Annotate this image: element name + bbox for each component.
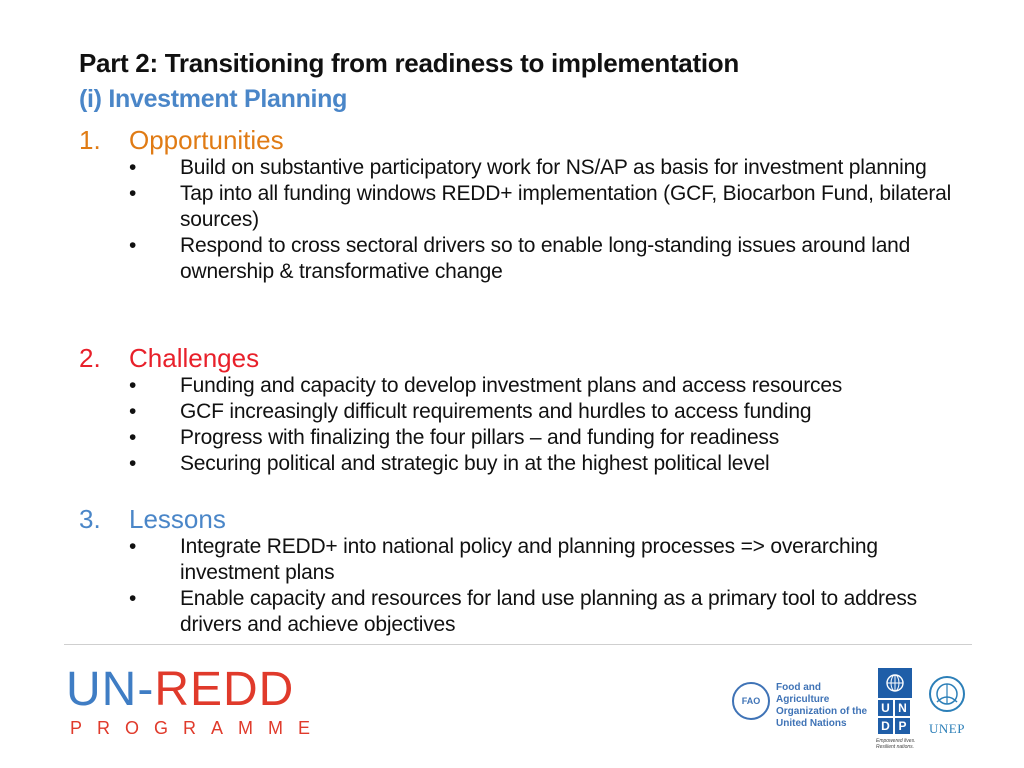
undp-letter: U: [878, 700, 893, 716]
bullet-item: [79, 373, 979, 399]
bullet-text: Respond to cross sectoral drivers so to enable long-standing issues around land ownership & transformative change: [180, 234, 911, 283]
section-number: 3.: [79, 504, 101, 534]
logo-un-text: UN-: [66, 663, 155, 716]
bullet-item: [79, 155, 979, 181]
bullet-item: [79, 451, 979, 477]
unep-emblem-icon: [927, 674, 967, 714]
bullet-text: Progress with finalizing the four pillars – and funding for readiness: [180, 426, 780, 449]
undp-letter: D: [878, 718, 893, 734]
bullet-marker: •: [129, 374, 137, 397]
bullet-list: [79, 534, 979, 638]
bullet-item: [79, 399, 979, 425]
bullet-list: [79, 373, 979, 477]
section-heading: [79, 343, 979, 373]
bullet-text: Build on substantive participatory work for NS/AP as basis for investment planning: [180, 156, 927, 179]
section-lessons: [79, 504, 979, 638]
bullet-marker: •: [129, 535, 137, 558]
logo-redd-text: REDD: [154, 663, 295, 716]
bullet-text: Funding and capacity to develop investment plans and access resources: [180, 374, 843, 397]
logo-wordmark: [66, 663, 325, 716]
bullet-item: [79, 181, 979, 233]
bullet-list: [79, 155, 979, 285]
bullet-text: Securing political and strategic buy in at the highest political level: [180, 452, 770, 475]
fao-name: Food and Agriculture Organization of the United Nations: [776, 682, 868, 729]
bullet-marker: •: [129, 452, 137, 475]
bullet-item: [79, 233, 979, 285]
section-challenges: [79, 343, 979, 477]
section-heading: [79, 504, 979, 534]
section-label: Opportunities: [129, 125, 284, 155]
unep-logo: [922, 674, 972, 737]
section-heading: [79, 125, 979, 155]
un-redd-logo: [66, 663, 326, 739]
bullet-text: Tap into all funding windows REDD+ implementation (GCF, Biocarbon Fund, bilateral sources): [180, 182, 952, 231]
section-opportunities: [79, 125, 979, 285]
fao-emblem-text: FAO: [741, 696, 761, 706]
section-number: 2.: [79, 343, 101, 373]
bullet-marker: •: [129, 234, 137, 257]
bullet-item: [79, 586, 979, 638]
slide-subtitle: (i) Investment Planning: [79, 85, 348, 113]
bullet-item: [79, 534, 979, 586]
undp-letter: N: [895, 700, 910, 716]
undp-logo: [878, 668, 912, 734]
un-globe-icon: [878, 668, 912, 698]
slide-title: Part 2: Transitioning from readiness to implementation: [79, 48, 739, 78]
bullet-marker: •: [129, 182, 137, 205]
section-number: 1.: [79, 125, 101, 155]
bullet-text: Enable capacity and resources for land use planning as a primary tool to address drivers and achieve objectives: [180, 587, 917, 636]
footer-divider: [64, 644, 972, 645]
bullet-item: [79, 425, 979, 451]
bullet-marker: •: [129, 156, 137, 179]
bullet-text: GCF increasingly difficult requirements and hurdles to access funding: [180, 400, 812, 423]
undp-letter: P: [895, 718, 910, 734]
bullet-text: Integrate REDD+ into national policy and planning processes => overarching investment plans: [180, 535, 878, 584]
bullet-marker: •: [129, 426, 137, 449]
bullet-marker: •: [129, 400, 137, 423]
fao-emblem-icon: [732, 682, 770, 720]
section-label: Challenges: [129, 343, 260, 373]
undp-tagline: Empowered lives. Resilient nations.: [876, 738, 916, 750]
partner-logos: [732, 668, 972, 752]
bullet-marker: •: [129, 587, 137, 610]
section-label: Lessons: [129, 504, 226, 534]
unep-name: UNEP: [929, 721, 965, 736]
logo-programme-text: PROGRAMME: [70, 718, 326, 738]
